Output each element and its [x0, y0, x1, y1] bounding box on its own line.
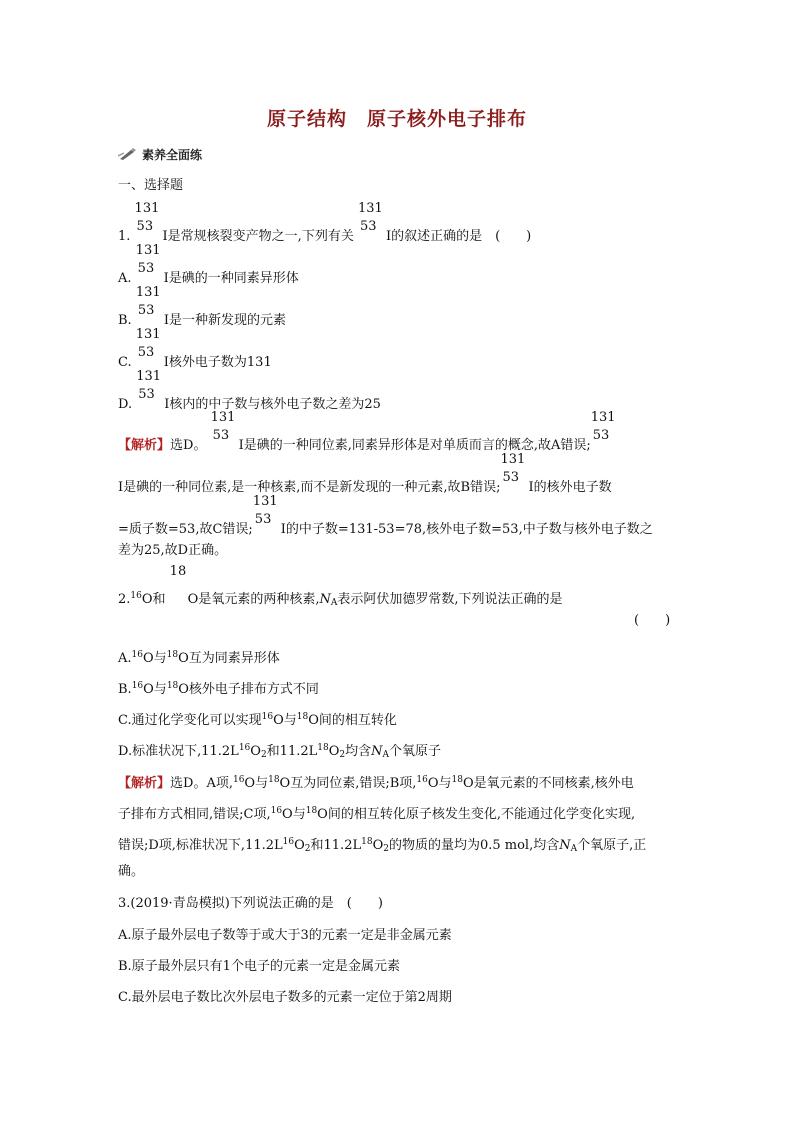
question-2-option-a: A.$^{16}$O与$^{18}$O互为同素异形体	[118, 650, 280, 666]
section-badge	[118, 146, 202, 162]
question-1-option-a: A. 131 53 I是碘的一种同素异形体	[118, 243, 299, 286]
question-2-option-b: B.$^{16}$O与$^{18}$O核外电子排布方式不同	[118, 681, 319, 697]
question-3-option-c: C.最外层电子数比次外层电子数多的元素一定位于第2周期	[118, 990, 452, 1005]
nuclide-i131: 131 53	[134, 201, 160, 234]
nuclide-i131: 131 53	[357, 201, 383, 234]
question-2-analysis-line-1: 【解析】选D。A项,$^{16}$O与$^{18}$O互为同位素,错误;B项,$^{16}$O与$^{18}$O是氧元素的不同核素,核外电	[118, 775, 634, 791]
pencil-icon	[118, 147, 138, 161]
section-heading: 一、选择题	[118, 178, 184, 193]
question-2-analysis-line-4: 确。	[118, 864, 145, 879]
question-2-option-d: D.标准状况下$,11.2L^{16}O_2$和$11.2L^{18}O_2$均含$N_A$个氧原子	[118, 743, 442, 760]
question-1-analysis-line-1: 【解析】选D。 131 53 I是碘的一种同位素,同素异形体是对单质而言的概念,故A错误; 131 53	[118, 410, 616, 453]
question-1-option-d: D. 131 53 I核内的中子数与核外电子数之差为25	[118, 369, 381, 412]
question-1-analysis-line-4: 差为25,故D正确。	[118, 543, 228, 558]
question-1-option-c: C. 131 53 I核外电子数为131	[118, 327, 272, 370]
question-1-analysis-line-3: =质子数=53,故C错误; 131 53 I的中子数=131-53=78,核外电子数=53,中子数与核外电子数之	[118, 494, 653, 537]
question-1-option-b: B. 131 53 I是一种新发现的元素	[118, 285, 286, 328]
question-2-analysis-line-3: 错误;D项,标准状况下$,11.2L^{16}O_2$和$11.2L^{18}O_2$的物质的量均为0.5 mol,均含$N_A$个氧原子,正	[118, 837, 647, 854]
question-3-option-a: A.原子最外层电子数等于或大于3的元素一定是非金属元素	[118, 928, 452, 943]
question-3-option-b: B.原子最外层只有1个电子的元素一定是金属元素	[118, 959, 400, 974]
question-3-stem: 3.(2019·青岛模拟)下列说法正确的是 ( )	[118, 896, 383, 911]
badge-label: 素养全面练	[142, 147, 203, 162]
question-1-stem: 1. 131 53 I是常规核裂变产物之一,下列有关 131 53 I的叙述正确的是 ( )	[118, 201, 532, 244]
question-1-analysis-line-2: I是碘的一种同位素,是一种核素,而不是新发现的一种元素,故B错误; 131 53 I的核外电子数	[118, 452, 612, 495]
question-2-option-c: C.通过化学变化可以实现$^{16}$O与$^{18}$O间的相互转化	[118, 712, 397, 728]
page-title: 原子结构 原子核外电子排布	[266, 108, 527, 130]
question-2-stem: 2.16O和 18 O是氧元素的两种核素$,N_A$表示阿伏加德罗常数,下列说法正确的是	[118, 564, 563, 608]
question-2-answer-paren: ( )	[634, 613, 671, 628]
question-2-analysis-line-2: 子排布方式相同,错误;C项,$^{16}$O与$^{18}$O间的相互转化原子核发生变化,不能通过化学变化实现,	[118, 806, 636, 822]
